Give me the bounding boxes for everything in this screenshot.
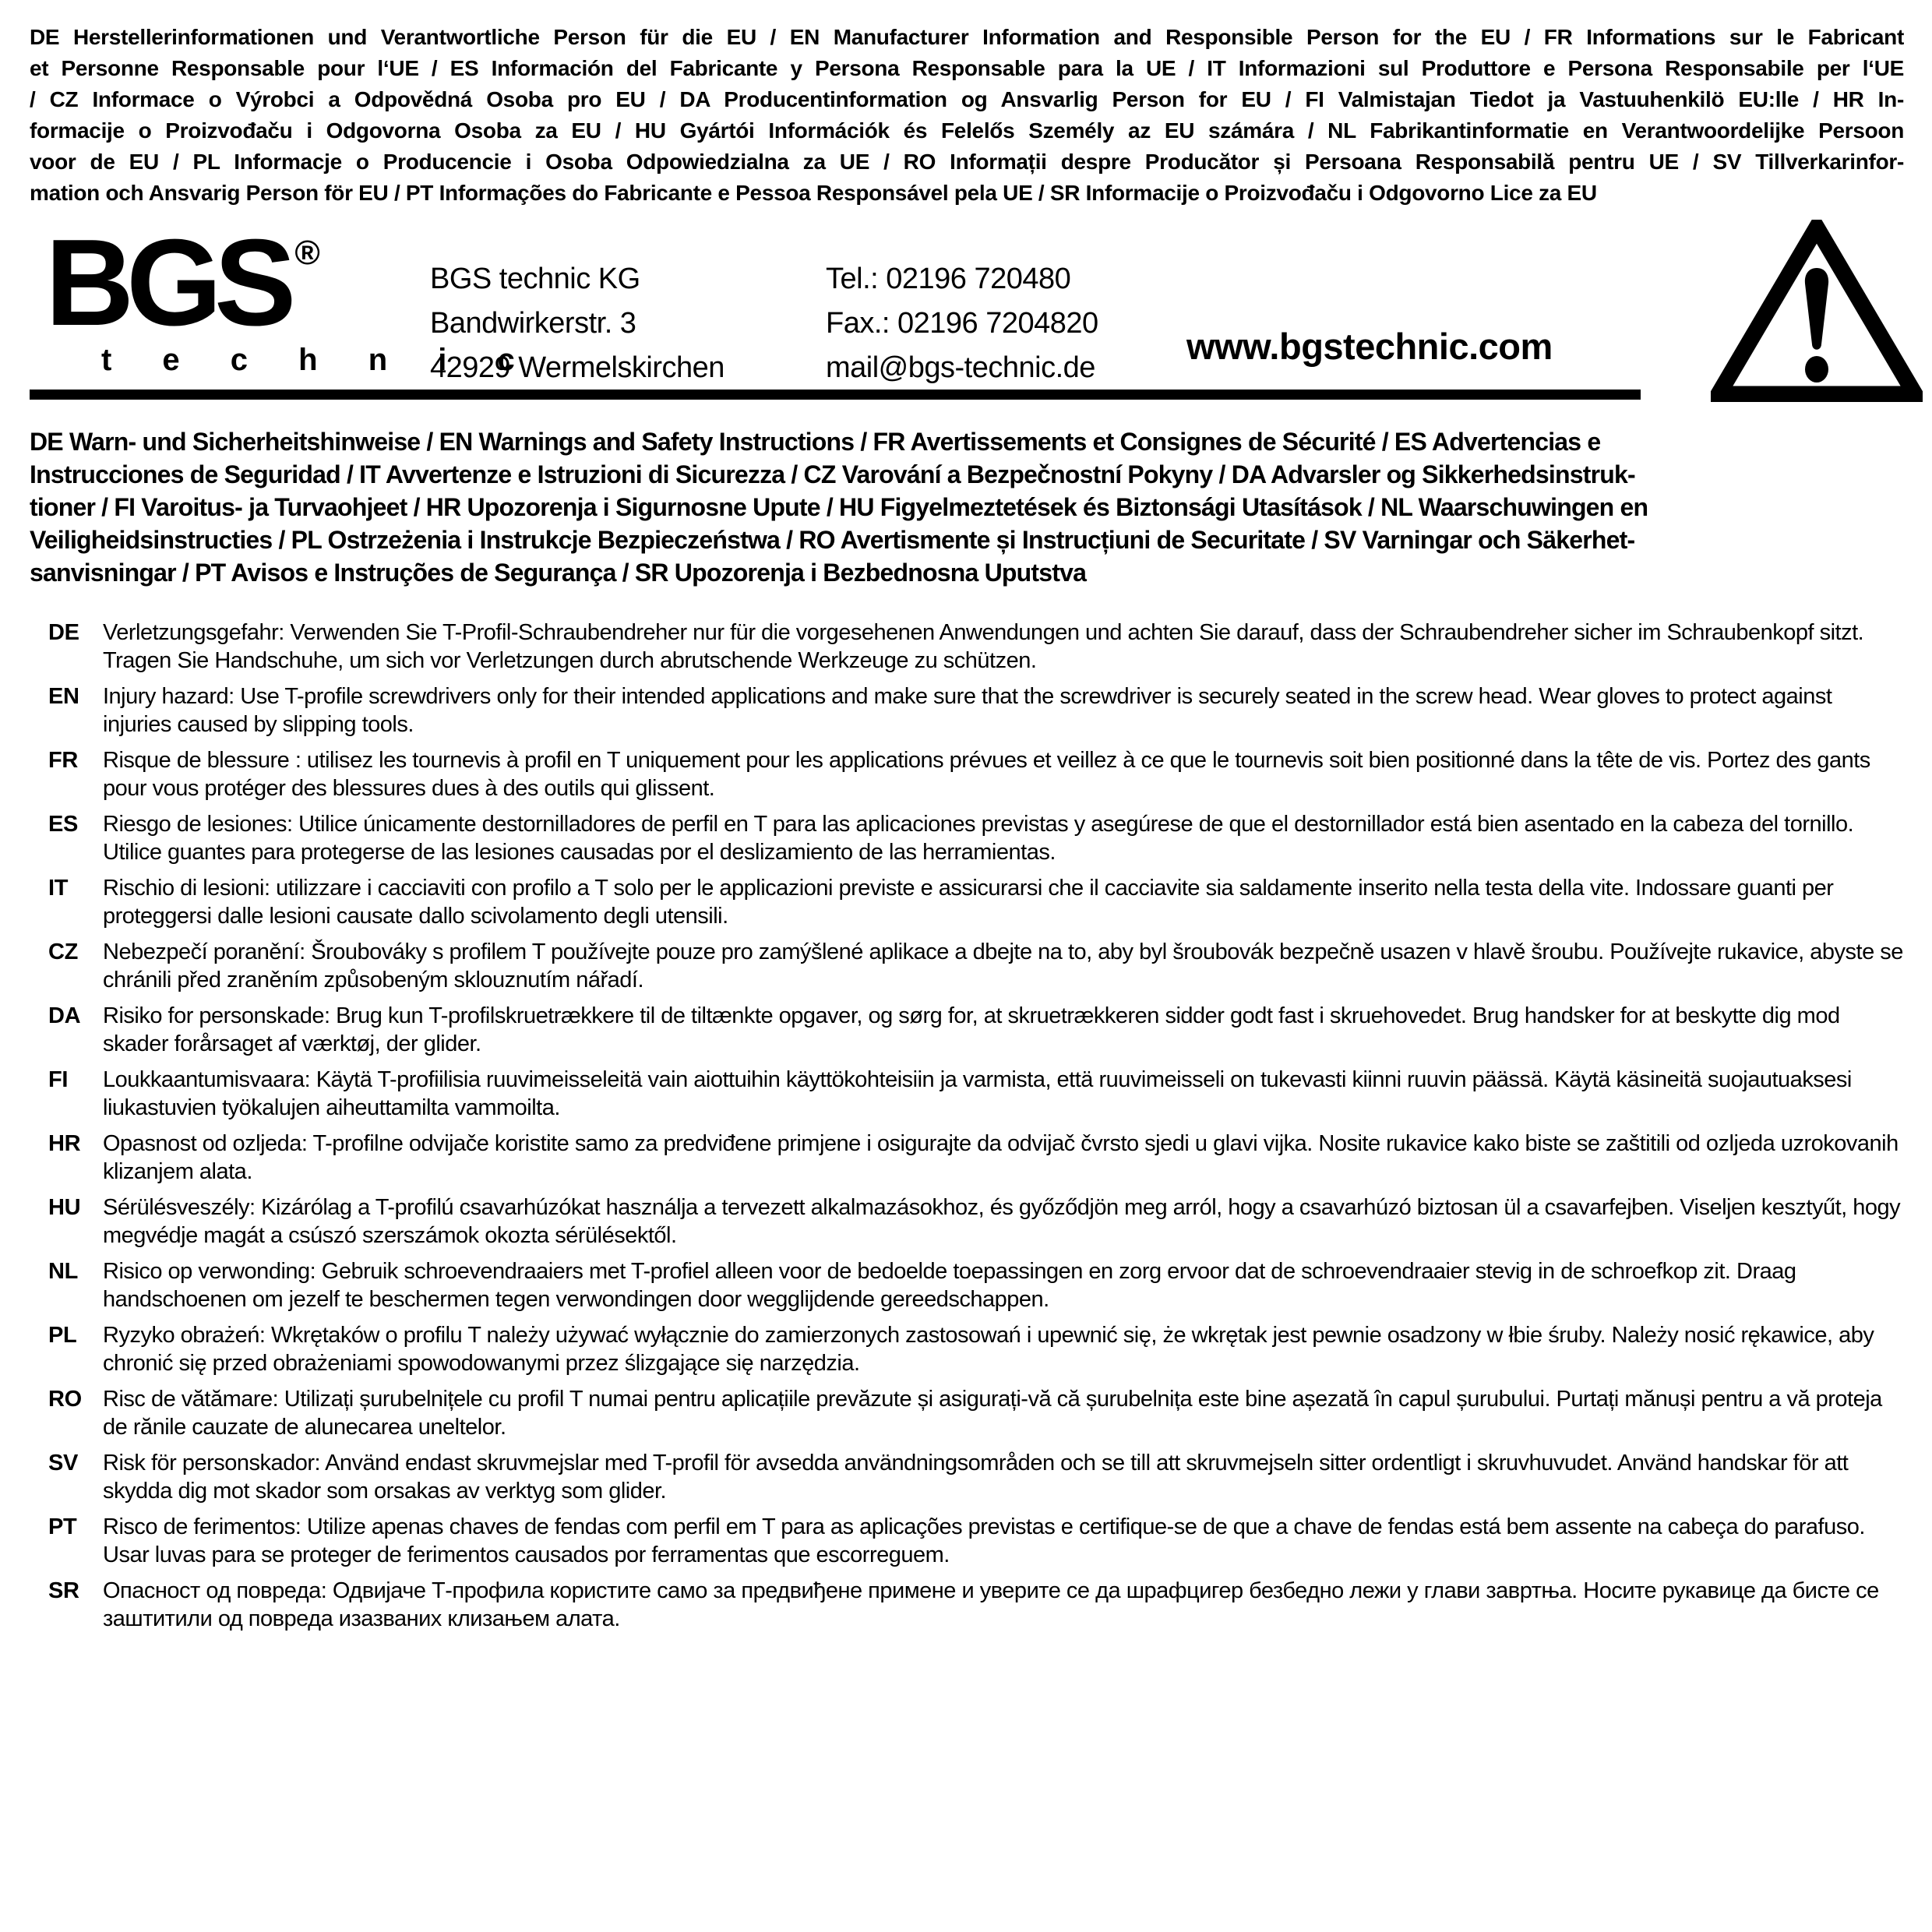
warning-text: Risk för personskador: Använd endast skruvmejslar med T-profil för avsedda användningsområden och se till att skruvmejseln sitter ordentligt i skruvhuvudet. Använd handskar för att skydda dig mot skador som orsakas av verktyg som glider. — [103, 1451, 1849, 1504]
safety-instructions-header — [30, 425, 1904, 589]
warning-text: Ryzyko obrażeń: Wkrętaków o profilu T należy używać wyłącznie do zamierzonych zastosowań i upewnić się, że wkrętak jest pewnie osadzony w łbie śruby. Należy nosić rękawice, aby chronić się przed obrażeniami spowodowanymi przez ślizgające się narzędzia. — [103, 1323, 1874, 1376]
warning-row-sr — [48, 1577, 1904, 1633]
language-code: FI — [48, 1067, 69, 1092]
company-street: Bandwirkerstr. 3 — [430, 307, 636, 340]
warning-row-it — [48, 874, 1904, 930]
language-code: HU — [48, 1195, 81, 1220]
language-code: RO — [48, 1387, 82, 1412]
language-code: SV — [48, 1451, 79, 1475]
safety-header-line: sanvisningar / PT Avisos e Instruções de Segurança / SR Upozorenja i Bezbednosna Uputstva — [30, 559, 1087, 587]
warning-row-es — [48, 810, 1904, 866]
warning-row-da — [48, 1002, 1904, 1058]
language-code: FR — [48, 748, 79, 773]
safety-header-line: DE Warn- und Sicherheitshinweise / EN Warnings and Safety Instructions / FR Avertissements et Consignes de Sécurité / ES Advertencias e — [30, 428, 1601, 456]
warning-row-en — [48, 682, 1904, 739]
warning-row-sv — [48, 1449, 1904, 1505]
language-code: IT — [48, 876, 69, 901]
warning-text: Riesgo de lesiones: Utilice únicamente destornilladores de perfil en T para las aplicaciones previstas y asegúrese de que el destornillador está bien asentado en la cabeza del tornillo. Utilice guantes para protegerse de las lesiones causadas por el deslizamiento de las herramientas. — [103, 812, 1854, 865]
language-code: DE — [48, 620, 79, 645]
divider-rule — [30, 390, 1641, 400]
language-code: HR — [48, 1131, 81, 1156]
language-code: DA — [48, 1003, 81, 1028]
language-code: SR — [48, 1578, 79, 1603]
warning-text: Sérülésveszély: Kizárólag a T-profilú csavarhúzókat használja a tervezett alkalmazásokhoz, és győződjön meg arról, hogy a csavarhúzó biztosan ül a csavarfejben. Viseljen kesztyűt, hogy megvédje magát a csúszó szerszámok okozta sérülésektől. — [103, 1195, 1901, 1248]
warning-row-hr — [48, 1130, 1904, 1186]
language-code: NL — [48, 1259, 79, 1284]
company-name: BGS technic KG — [430, 263, 640, 295]
language-code: PL — [48, 1323, 77, 1348]
warning-row-fi — [48, 1066, 1904, 1122]
manufacturer-info-line: / CZ Informace o Výrobci a Odpovědná Osoba pro EU / DA Producentinformation og Ansvarlig Person for EU / FI Valmistajan Tiedot ja Vastuuhenkilö EU:lle / HR In- — [30, 87, 1904, 111]
bgs-logo-text: BGS — [45, 214, 289, 351]
manufacturer-info-line: formacije o Proizvođaču i Odgovorna Osoba za EU / HU Gyártói Információk és Felelős Személy az EU számára / NL Fabrikantinformatie en Verantwoordelijke Persoon — [30, 118, 1904, 143]
language-code: PT — [48, 1514, 77, 1539]
warning-row-ro — [48, 1385, 1904, 1441]
safety-header-line: Instrucciones de Seguridad / IT Avvertenze e Istruzioni di Sicurezza / CZ Varování a Bezpečnostní Pokyny / DA Advarsler og Sikkerhedsinstruk- — [30, 460, 1635, 488]
warning-text: Опасност од повреда: Одвијаче Т-профила користите само за предвиђене примене и уверите се да шрафцигер безбедно лежи у глави завртња. Носите рукавице да бисте се заштитили од повреда изазваних клизањем алата. — [103, 1578, 1879, 1631]
warning-text: Risiko for personskade: Brug kun T-profilskruetrækkere til de tiltænkte opgaver, og sørg for, at skruetrækkeren sidder godt fast i skruehovedet. Brug handsker for at beskytte dig mod skader forårsaget af værktøj, der glider. — [103, 1003, 1840, 1056]
warning-text: Injury hazard: Use T-profile screwdrivers only for their intended applications and make sure that the screwdriver is securely seated in the screw head. Wear gloves to protect against injuries caused by slipping tools. — [103, 684, 1832, 737]
contact-phone: Tel.: 02196 720480 — [826, 263, 1071, 295]
company-address — [430, 257, 724, 390]
warning-row-hu — [48, 1193, 1904, 1250]
warning-row-fr — [48, 746, 1904, 802]
manufacturer-info-line: DE Herstellerinformationen und Verantwortliche Person für die EU / EN Manufacturer Information and Responsible Person for the EU / FR Informations sur le Fabricant — [30, 25, 1904, 49]
language-code: EN — [48, 684, 79, 709]
language-code: CZ — [48, 940, 79, 964]
language-code: ES — [48, 812, 79, 837]
manufacturer-info-line: mation och Ansvarig Person för EU / PT Informações do Fabricante e Pessoa Responsável pela UE / SR Informacije o Proizvođaču i Odgovorno Lice za EU — [30, 181, 1597, 205]
warning-text: Risque de blessure : utilisez les tournevis à profil en T uniquement pour les applications prévues et veillez à ce que le tournevis soit bien positionné dans la tête de vis. Portez des gants pour vous protéger des blessures dues à des outils qui glissent. — [103, 748, 1870, 801]
warning-text: Rischio di lesioni: utilizzare i cacciaviti con profilo a T solo per le applicazioni previste e assicurarsi che il cacciavite sia saldamente inserito nella testa della vite. Indossare guanti per proteggersi dalle lesioni causate dallo scivolamento degli utensili. — [103, 876, 1834, 929]
bgs-logo-subtext: t e c h n i c — [101, 343, 536, 377]
contact-email: mail@bgs-technic.de — [826, 351, 1095, 384]
warning-text: Verletzungsgefahr: Verwenden Sie T-Profil-Schraubendreher nur für die vorgesehenen Anwendungen und achten Sie darauf, dass der Schraubendreher sicher im Schraubenkopf sitzt. Tragen Sie Handschuhe, um sich vor Verletzungen durch abrutschende Werkzeuge zu schützen. — [103, 620, 1864, 673]
warning-row-pl — [48, 1321, 1904, 1377]
warnings-list — [48, 619, 1904, 1641]
warning-text: Risc de vătămare: Utilizați șurubelnițele cu profil T numai pentru aplicațiile prevăzute și asigurați-vă că șurubelnița este bine așezată în capul șurubului. Purtați mănuși pentru a vă proteja de rănile cauzate de alunecarea uneltelor. — [103, 1387, 1882, 1440]
manufacturer-info-line: et Personne Responsable pour l‘UE / ES Información del Fabricante y Persona Responsable para la UE / IT Informazioni sul Produttore e Persona Responsabile per l‘UE — [30, 56, 1904, 80]
company-website: www.bgstechnic.com — [1186, 326, 1553, 367]
safety-header-line: tioner / FI Varoitus- ja Turvaohjeet / HR Upozorenja i Sigurnosne Upute / HU Figyelmeztetések és Biztonsági Utasítások / NL Waarschuwingen en — [30, 493, 1648, 521]
warning-row-pt — [48, 1513, 1904, 1569]
contact-fax: Fax.: 02196 7204820 — [826, 307, 1098, 340]
warning-text: Opasnost od ozljeda: T-profilne odvijače koristite samo za predviđene primjene i osigurajte da odvijač čvrsto sjedi u glavi vijka. Nosite rukavice kako biste se zaštitili od ozljeda uzrokovanih klizanjem alata. — [103, 1131, 1899, 1184]
warning-text: Nebezpečí poranění: Šroubováky s profilem T používejte pouze pro zamýšlené aplikace a dbejte na to, aby byl šroubovák bezpečně usazen v hlavě šroubu. Používejte rukavice, abyste se chránili před zraněním způsobeným sklouznutím nářadí. — [103, 940, 1903, 992]
manufacturer-info-header — [30, 22, 1904, 209]
warning-row-cz — [48, 938, 1904, 994]
manufacturer-info-line: voor de EU / PL Informacje o Producencie i Osoba Odpowiedzialna za UE / RO Informații despre Producător și Persoana Responsabilă pentru UE / SV Tillverkarinfor- — [30, 150, 1904, 174]
warning-text: Loukkaantumisvaara: Käytä T-profiilisia ruuvimeisseleitä vain aiottuihin käyttökohteisiin ja varmista, että ruuvimeisseli on tukevasti kiinni ruuvin päässä. Käytä käsineitä suojautuaksesi liukastuvien työkalujen aiheuttamilta vammoilta. — [103, 1067, 1852, 1120]
warning-triangle-icon — [1711, 220, 1923, 402]
warning-row-nl — [48, 1257, 1904, 1313]
company-city: 42929 Wermelskirchen — [430, 351, 724, 384]
warning-row-de — [48, 619, 1904, 675]
warning-text: Risco de ferimentos: Utilize apenas chaves de fendas com perfil em T para as aplicações previstas e certifique-se de que a chave de fendas está bem assente na cabeça do parafuso. Usar luvas para se proteger de ferimentos causados por ferramentas que escorreguem. — [103, 1514, 1865, 1567]
warning-text: Risico op verwonding: Gebruik schroevendraaiers met T-profiel alleen voor de bedoelde toepassingen en zorg ervoor dat de schroevendraaier stevig in de schroefkop zit. Draag handschoenen om jezelf te beschermen tegen verwondingen door wegglijdende gereedschappen. — [103, 1259, 1796, 1312]
registered-mark-icon: ® — [294, 233, 320, 272]
safety-header-line: Veiligheidsinstructies / PL Ostrzeżenia i Instrukcje Bezpieczeństwa / RO Avertismente și Instrucțiuni de Securitate / SV Varningar och Säkerhet- — [30, 526, 1635, 554]
company-contact — [826, 257, 1098, 390]
